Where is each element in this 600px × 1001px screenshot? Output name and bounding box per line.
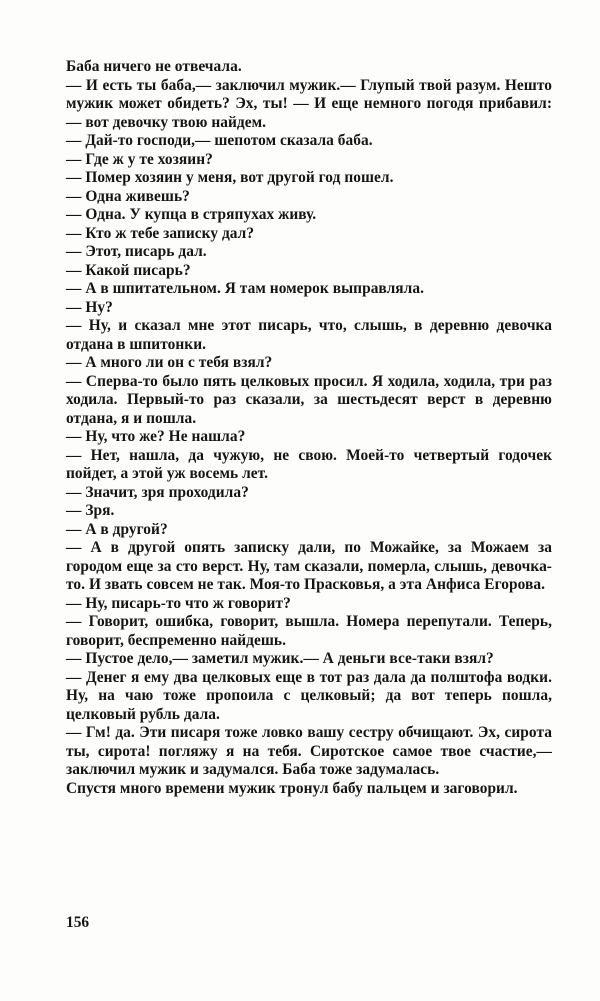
- paragraph-14: — А много ли он с тебя взял?: [66, 354, 273, 371]
- paragraph-26: — Гм! да. Эти писаря тоже ловко вашу сестру обчищают. Эх, сирота ты, сирота! погляжу я на тебя. Сиротское самое твое счастие,— заключил мужик и задумался. Баба тоже задумалась.: [66, 724, 552, 778]
- paragraph-20: — А в другой?: [66, 520, 168, 538]
- paragraph-23: — Говорит, ошибка, говорит, вышла. Номера перепутали. Теперь, говорит, беспременно найдешь.: [66, 613, 552, 649]
- paragraph-5: — Помер хозяин у меня, вот другой год пошел.: [66, 169, 394, 186]
- paragraph-2: — И есть ты баба,— заключил мужик.— Глупый твой разум. Нешто мужик может обидеть? Эх, ты! — И еще немного погодя прибавил: — вот девочку твою найдем.: [66, 76, 552, 131]
- paragraph-4: — Где ж у те хозяин?: [66, 150, 213, 168]
- paragraph-10: — Какой писарь?: [66, 261, 191, 279]
- paragraph-25: — Денег я ему два целковых еще в тот раз дала да полштофа водки. Ну, на чаю тоже пропоила с целковый; да вот теперь пошла, целковый рубль дала.: [66, 668, 552, 723]
- paragraph-15: — Сперва-то было пять целковых просил. Я ходила, ходила, три раз ходила. Первый-то раз сказали, за шестьдесят верст в деревню отдана, я и пошла.: [66, 372, 552, 427]
- page-number: 156: [66, 914, 90, 931]
- paragraph-6: — Одна живешь?: [66, 187, 190, 205]
- paragraph-19: — Зря.: [66, 502, 115, 519]
- paragraph-12: — Ну?: [66, 298, 113, 316]
- paragraph-22: — Ну, писарь-то что ж говорит?: [66, 594, 291, 612]
- paragraph-9: — Этот, писарь дал.: [66, 243, 207, 260]
- paragraph-3: — Дай-то господи,— шепотом сказала баба.: [66, 132, 373, 149]
- paragraph-1: Баба ничего не отвечала.: [66, 58, 242, 75]
- paragraph-21: — А в другой опять записку дали, по Можайке, за Можаем за городом еще за сто верст. Ну, там сказали, померла, слышь, девочка-то. И звать совсем не так. Моя-то Прасковья, а эта Анфиса Егорова.: [66, 539, 552, 593]
- body-text: [66, 58, 552, 798]
- paragraph-17: — Нет, нашла, да чужую, не свою. Моей-то четвертый годочек пойдет, а этой уж восемь лет.: [66, 446, 552, 482]
- paragraph-24: — Пустое дело,— заметил мужик.— А деньги все-таки взял?: [66, 650, 494, 667]
- paragraph-13: — Ну, и сказал мне этот писарь, что, слышь, в деревню девочка отдана в шпитонки.: [66, 317, 552, 353]
- paragraph-18: — Значит, зря проходила?: [66, 483, 249, 501]
- paragraph-8: — Кто ж тебе записку дал?: [66, 224, 255, 242]
- paragraph-27: Спустя много времени мужик тронул бабу пальцем и заговорил.: [66, 779, 518, 797]
- paragraph-16: — Ну, что же? Не нашла?: [66, 428, 246, 445]
- paragraph-11: — А в шпитательном. Я там номерок выправляла.: [66, 280, 424, 297]
- paragraph-7: — Одна. У купца в стряпухах живу.: [66, 206, 317, 223]
